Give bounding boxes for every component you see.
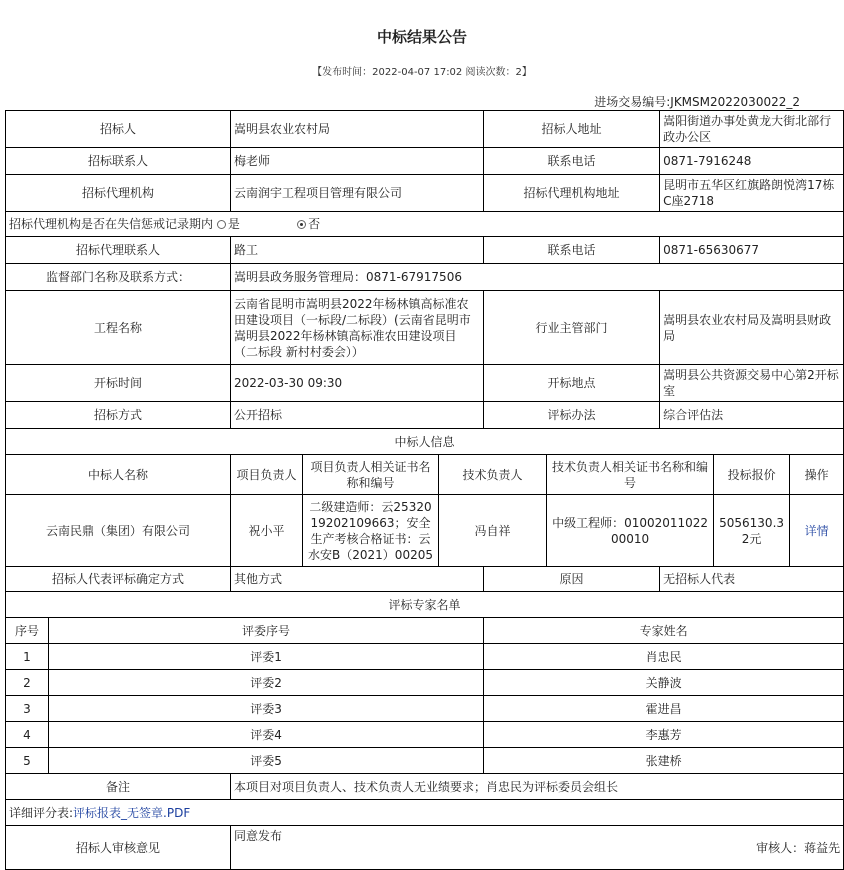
- row-experts-title: [6, 592, 844, 618]
- project-value: 云南省昆明市嵩明县2022年杨林镇高标准农田建设项目（一标段/二标段）(云南省昆明市嵩明县2022年杨林镇高标准农田建设项目（二标段 新村村委会））: [231, 291, 484, 365]
- expert-name: 霍进昌: [484, 696, 844, 722]
- row-project: [6, 291, 844, 365]
- expert-no: 1: [6, 644, 49, 670]
- agency-phone-value: 0871-65630677: [660, 237, 844, 264]
- row-experts-header: [6, 618, 844, 644]
- discredit-label: 招标代理机构是否在失信惩戒记录期内: [9, 217, 214, 231]
- row-open-time: [6, 365, 844, 402]
- reason-value: 无招标人代表: [660, 567, 844, 592]
- row-winner: [6, 495, 844, 567]
- remark-value: 本项目对项目负责人、技术负责人无业绩要求；肖忠民为评标委员会组长: [231, 774, 844, 800]
- agency-contact-value: 路工: [231, 237, 484, 264]
- winner-header-action: 操作: [790, 455, 844, 495]
- contact-value: 梅老师: [231, 148, 484, 175]
- expert-name: 张建桥: [484, 748, 844, 774]
- rep-value: 其他方式: [231, 567, 484, 592]
- winner-header-tech: 技术负责人: [439, 455, 547, 495]
- table-row: [6, 696, 844, 722]
- experts-header-no: 序号: [6, 618, 49, 644]
- row-review: [6, 826, 844, 870]
- reviewer: 审核人：蒋益先: [756, 841, 841, 855]
- expert-no: 3: [6, 696, 49, 722]
- row-rep: [6, 567, 844, 592]
- agency-value: 云南润宇工程项目管理有限公司: [231, 175, 484, 212]
- expert-name: 李惠芳: [484, 722, 844, 748]
- review-opinion: 同意发布: [234, 829, 283, 843]
- tenderer-value: 嵩明县农业农村局: [231, 111, 484, 148]
- table-row: [6, 722, 844, 748]
- remark-label: 备注: [6, 774, 231, 800]
- open-time-label: 开标时间: [6, 365, 231, 402]
- table-row: [6, 670, 844, 696]
- expert-no: 4: [6, 722, 49, 748]
- agency-address-value: 昆明市五华区红旗路朗悦湾17栋C座2718: [660, 175, 844, 212]
- tenderer-address-value: 嵩阳街道办事处黄龙大街北部行政办公区: [660, 111, 844, 148]
- phone-value: 0871-7916248: [660, 148, 844, 175]
- winner-header-price: 投标报价: [714, 455, 790, 495]
- winner-pm-cert: 二级建造师：云2532019202109663；安全生产考核合格证书：云水安B（2021）00205: [303, 495, 439, 567]
- expert-seat: 评委3: [49, 696, 484, 722]
- winner-header-name: 中标人名称: [6, 455, 231, 495]
- expert-no: 5: [6, 748, 49, 774]
- expert-no: 2: [6, 670, 49, 696]
- winner-section-title: 中标人信息: [6, 429, 844, 455]
- agency-address-label: 招标代理机构地址: [484, 175, 660, 212]
- project-label: 工程名称: [6, 291, 231, 365]
- review-cell: [231, 826, 844, 870]
- phone-label: 联系电话: [484, 148, 660, 175]
- detail-label: 详细评分表:: [9, 805, 74, 820]
- experts-header-name: 专家姓名: [484, 618, 844, 644]
- reason-label: 原因: [484, 567, 660, 592]
- experts-header-seat: 评委序号: [49, 618, 484, 644]
- agency-label: 招标代理机构: [6, 175, 231, 212]
- winner-price-value: 5056130.32元: [719, 515, 785, 546]
- row-winner-title: [6, 429, 844, 455]
- row-discredit: [6, 212, 844, 237]
- row-contact: [6, 148, 844, 175]
- expert-seat: 评委1: [49, 644, 484, 670]
- table-row: [6, 748, 844, 774]
- row-supervisor: [6, 264, 844, 291]
- method-label: 招标方式: [6, 402, 231, 429]
- review-label: 招标人审核意见: [6, 826, 231, 870]
- method-value: 公开招标: [231, 402, 484, 429]
- expert-seat: 评委4: [49, 722, 484, 748]
- agency-phone-label: 联系电话: [484, 237, 660, 264]
- winner-price: [714, 495, 790, 567]
- winner-pm: 祝小平: [231, 495, 303, 567]
- industry-label: 行业主管部门: [484, 291, 660, 365]
- tenderer-address-label: 招标人地址: [484, 111, 660, 148]
- discredit-cell: [6, 212, 844, 237]
- industry-value: 嵩明县农业农村局及嵩明县财政局: [660, 291, 844, 365]
- expert-name: 关静波: [484, 670, 844, 696]
- row-tenderer: [6, 111, 844, 148]
- open-place-label: 开标地点: [484, 365, 660, 402]
- winner-name: 云南民鼎（集团）有限公司: [6, 495, 231, 567]
- row-agency-contact: [6, 237, 844, 264]
- supervisor-value: 嵩明县政务服务管理局：0871-67917506: [231, 264, 844, 291]
- open-place-value: 嵩明县公共资源交易中心第2开标室: [660, 365, 844, 402]
- table-row: [6, 644, 844, 670]
- winner-header-tech-cert: 技术负责人相关证书名称和编号: [547, 455, 714, 495]
- agency-contact-label: 招标代理联系人: [6, 237, 231, 264]
- row-detail: [6, 800, 844, 826]
- expert-seat: 评委2: [49, 670, 484, 696]
- radio-yes[interactable]: [217, 220, 226, 229]
- page-title: 中标结果公告: [376, 28, 467, 46]
- open-time-value: 2022-03-30 09:30: [231, 365, 484, 402]
- radio-no[interactable]: [297, 220, 306, 229]
- row-method: [6, 402, 844, 429]
- expert-seat: 评委5: [49, 748, 484, 774]
- contact-label: 招标联系人: [6, 148, 231, 175]
- announcement-table: [5, 110, 844, 870]
- publish-meta: 【发布时间：2022-04-07 17:02 阅读次数：2】: [312, 67, 532, 78]
- rep-label: 招标人代表评标确定方式: [6, 567, 231, 592]
- expert-name: 肖忠民: [484, 644, 844, 670]
- pdf-link[interactable]: 评标报表_无签章.PDF: [73, 805, 191, 820]
- detail-cell: [6, 800, 844, 826]
- row-agency: [6, 175, 844, 212]
- experts-section-title: 评标专家名单: [6, 592, 844, 618]
- winner-tech: 冯自祥: [439, 495, 547, 567]
- detail-link[interactable]: 详情: [804, 523, 829, 538]
- eval-label: 评标办法: [484, 402, 660, 429]
- supervisor-label: 监督部门名称及联系方式：: [6, 264, 231, 291]
- winner-tech-cert: 中级工程师：0100201102200010: [547, 495, 714, 567]
- eval-value: 综合评估法: [660, 402, 844, 429]
- transaction-serial: 进场交易编号:JKMSM2022030022_2: [594, 95, 800, 109]
- winner-action-cell: [790, 495, 844, 567]
- radio-yes-label: 是: [227, 217, 240, 231]
- winner-header-pm: 项目负责人: [231, 455, 303, 495]
- radio-no-label: 否: [308, 217, 321, 231]
- winner-header-pm-cert: 项目负责人相关证书名称和编号: [303, 455, 439, 495]
- row-winner-header: [6, 455, 844, 495]
- row-remark: [6, 774, 844, 800]
- tenderer-label: 招标人: [6, 111, 231, 148]
